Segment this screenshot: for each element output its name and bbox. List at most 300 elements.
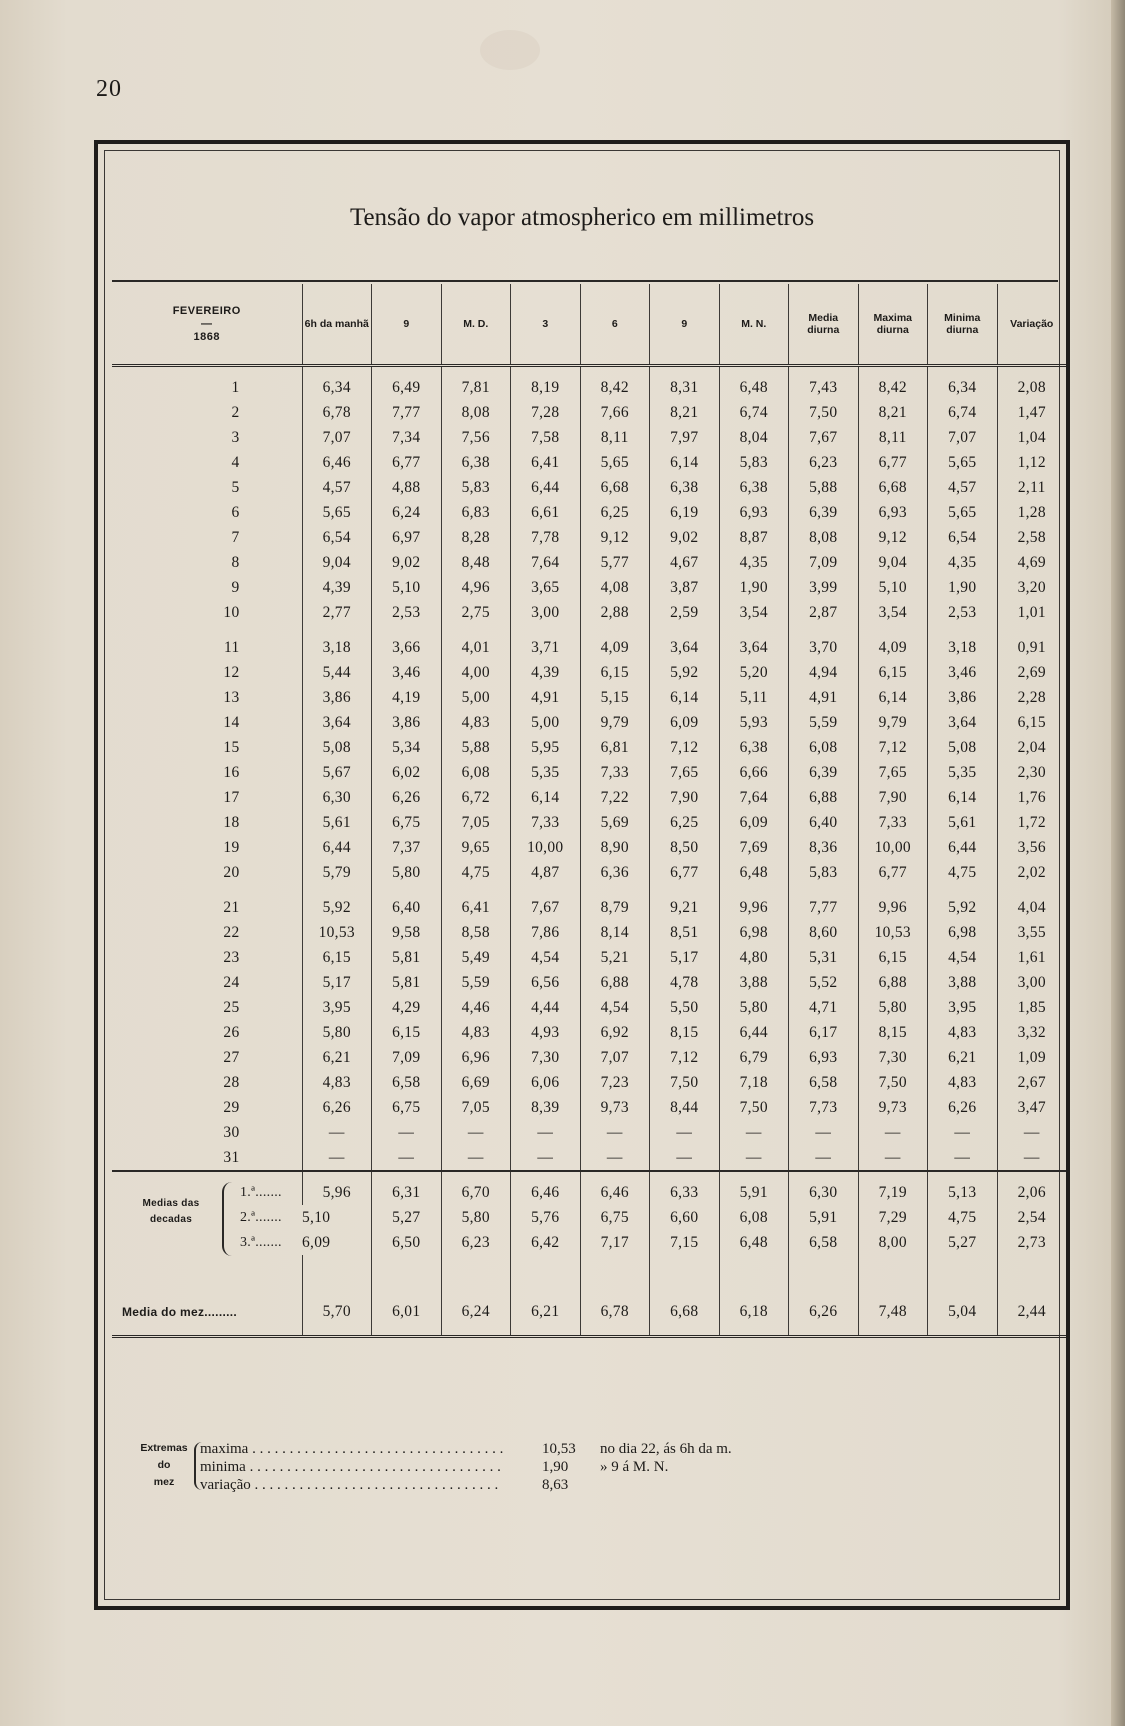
value-cell: 4,83 — [928, 1020, 998, 1045]
table-row — [112, 1045, 1066, 1070]
value-cell: 3,32 — [997, 1020, 1066, 1045]
value-cell: 4,29 — [372, 995, 442, 1020]
value-cell: 5,20 — [719, 660, 789, 685]
spacer-cell — [858, 1255, 928, 1295]
value-cell: 3,70 — [789, 635, 859, 660]
value-cell: 1,76 — [997, 785, 1066, 810]
value-cell: 5,10 — [302, 1208, 331, 1226]
value-cell: 5,61 — [302, 810, 372, 835]
spacer-cell — [441, 1255, 511, 1295]
spacer-cell — [789, 625, 859, 635]
value-cell: 4,00 — [441, 660, 511, 685]
value-cell: 6,49 — [372, 366, 442, 401]
value-cell: 1,61 — [997, 945, 1066, 970]
value-cell: 4,04 — [997, 895, 1066, 920]
value-cell: 6,26 — [789, 1295, 859, 1329]
value-cell: 6,74 — [928, 400, 998, 425]
value-cell: 5,83 — [441, 475, 511, 500]
value-cell: — — [997, 1120, 1066, 1145]
value-cell: 7,34 — [372, 425, 442, 450]
value-cell: 5,83 — [719, 450, 789, 475]
value-cell: 6,66 — [719, 760, 789, 785]
value-cell: 4,96 — [441, 575, 511, 600]
value-cell: 7,05 — [441, 1095, 511, 1120]
value-cell: 4,19 — [372, 685, 442, 710]
value-cell: 4,93 — [511, 1020, 581, 1045]
value-cell: 9,02 — [650, 525, 720, 550]
value-cell: 2,28 — [997, 685, 1066, 710]
spacer-cell — [928, 1255, 998, 1295]
value-cell: 3,66 — [372, 635, 442, 660]
value-cell: 6,44 — [928, 835, 998, 860]
value-cell: 7,81 — [441, 366, 511, 401]
value-cell: 7,73 — [789, 1095, 859, 1120]
value-cell: 6,06 — [511, 1070, 581, 1095]
value-cell: 8,58 — [441, 920, 511, 945]
value-cell: 7,50 — [650, 1070, 720, 1095]
decade-label-cell — [112, 1180, 302, 1255]
spacer-cell — [719, 1171, 789, 1180]
value-cell: 5,35 — [928, 760, 998, 785]
value-cell: 7,12 — [858, 735, 928, 760]
extreme-value: 8,63 — [542, 1477, 569, 1493]
value-cell: 3,87 — [650, 575, 720, 600]
value-cell: 3,54 — [719, 600, 789, 625]
value-cell: 4,01 — [441, 635, 511, 660]
month-mean-row — [112, 1295, 1066, 1329]
value-cell: 6,70 — [441, 1180, 511, 1205]
value-cell: 6,15 — [372, 1020, 442, 1045]
value-cell: 8,21 — [650, 400, 720, 425]
table-row — [112, 995, 1066, 1020]
value-cell: 8,15 — [650, 1020, 720, 1045]
decade-labels — [240, 1180, 282, 1255]
spacer-cell — [997, 625, 1066, 635]
spacer-cell — [372, 1255, 442, 1295]
table-row — [112, 945, 1066, 970]
value-cell: 6,38 — [719, 475, 789, 500]
value-cell: 9,12 — [858, 525, 928, 550]
value-cell: 5,92 — [928, 895, 998, 920]
table-row — [112, 400, 1066, 425]
table-row — [112, 425, 1066, 450]
value-cell: 8,08 — [789, 525, 859, 550]
value-cell: 4,75 — [928, 860, 998, 885]
value-cell: 6,92 — [580, 1020, 650, 1045]
value-cell: 7,33 — [511, 810, 581, 835]
value-cell: 2,11 — [997, 475, 1066, 500]
value-cell: 6,88 — [580, 970, 650, 995]
value-cell: 4,80 — [719, 945, 789, 970]
value-cell: 5,69 — [580, 810, 650, 835]
value-cell: 3,46 — [928, 660, 998, 685]
value-cell: 7,64 — [719, 785, 789, 810]
value-cell: 4,54 — [511, 945, 581, 970]
day-number: 23 — [223, 948, 240, 966]
value-cell: 6,93 — [789, 1045, 859, 1070]
header-col-md: M. D. — [441, 284, 511, 366]
value-cell: 5,52 — [789, 970, 859, 995]
spacer-cell — [997, 1329, 1066, 1337]
value-cell: 6,44 — [511, 475, 581, 500]
value-cell: 8,60 — [789, 920, 859, 945]
table-bottom-rule — [112, 1329, 1066, 1337]
value-cell: 3,54 — [858, 600, 928, 625]
header-col-variacao: Variação — [997, 284, 1066, 366]
value-cell: 5,10 — [858, 575, 928, 600]
value-cell: — — [372, 1120, 442, 1145]
value-cell: 5,92 — [650, 660, 720, 685]
value-cell: 7,19 — [858, 1180, 928, 1205]
value-cell: 7,90 — [650, 785, 720, 810]
header-col-9am: 9 — [372, 284, 442, 366]
spacer-cell — [789, 1255, 859, 1295]
value-cell: 7,09 — [372, 1045, 442, 1070]
spacer-cell — [511, 1171, 581, 1180]
spacer-cell — [441, 885, 511, 895]
value-cell: 6,30 — [302, 785, 372, 810]
value-cell: 6,01 — [372, 1295, 442, 1329]
spacer-cell — [511, 1329, 581, 1337]
value-cell: 6,26 — [302, 1095, 372, 1120]
day-number: 20 — [223, 863, 240, 881]
header-col-maxima: Maxima diurna — [858, 284, 928, 366]
value-cell: 10,00 — [858, 835, 928, 860]
value-cell: 6,08 — [789, 735, 859, 760]
day-number: 26 — [223, 1023, 240, 1041]
month-mean-gap — [112, 1255, 1066, 1295]
value-cell: — — [580, 1145, 650, 1171]
value-cell: 9,21 — [650, 895, 720, 920]
value-cell: 6,46 — [511, 1180, 581, 1205]
value-cell: — — [789, 1145, 859, 1171]
value-cell: 6,77 — [372, 450, 442, 475]
value-cell: 6,15 — [858, 660, 928, 685]
value-cell: 3,20 — [997, 575, 1066, 600]
value-cell: 7,30 — [511, 1045, 581, 1070]
value-cell: 7,67 — [789, 425, 859, 450]
decades-brace — [222, 1182, 238, 1256]
extreme-maxima — [200, 1440, 732, 1458]
value-cell: 6,14 — [650, 685, 720, 710]
decades-title — [126, 1196, 216, 1228]
spacer-cell — [372, 1329, 442, 1337]
value-cell: 6,93 — [858, 500, 928, 525]
value-cell: 5,08 — [302, 735, 372, 760]
day-number: 10 — [223, 603, 240, 621]
day-number: 16 — [223, 763, 240, 781]
value-cell: 4,09 — [580, 635, 650, 660]
value-cell: 6,31 — [372, 1180, 442, 1205]
value-cell: 3,88 — [719, 970, 789, 995]
day-number: 30 — [223, 1123, 240, 1141]
value-cell: 6,68 — [580, 475, 650, 500]
value-cell: 5,81 — [372, 970, 442, 995]
day-number: 29 — [223, 1098, 240, 1116]
value-cell: 7,50 — [858, 1070, 928, 1095]
value-cell: 3,86 — [928, 685, 998, 710]
value-cell: 8,48 — [441, 550, 511, 575]
value-cell: 2,73 — [997, 1230, 1066, 1255]
month-mean-label: Media do mez......... — [122, 1305, 237, 1319]
value-cell: 6,30 — [789, 1180, 859, 1205]
value-cell: 3,86 — [372, 710, 442, 735]
value-cell: 5,17 — [650, 945, 720, 970]
value-cell: 7,28 — [511, 400, 581, 425]
table-row — [112, 1020, 1066, 1045]
value-cell: — — [928, 1120, 998, 1145]
daily-rows — [112, 366, 1066, 1337]
value-cell: 2,54 — [997, 1205, 1066, 1230]
value-cell: 3,46 — [372, 660, 442, 685]
header-month-dash: — — [201, 317, 213, 330]
value-cell: 6,41 — [511, 450, 581, 475]
day-number: 24 — [223, 973, 240, 991]
extreme-value: 1,90 — [542, 1459, 569, 1475]
table-row — [112, 660, 1066, 685]
value-cell: 6,02 — [372, 760, 442, 785]
spacer-cell — [928, 625, 998, 635]
table-row — [112, 475, 1066, 500]
value-cell: 7,33 — [580, 760, 650, 785]
value-cell: 7,58 — [511, 425, 581, 450]
value-cell: 9,73 — [858, 1095, 928, 1120]
value-cell: 5,76 — [511, 1205, 581, 1230]
value-cell: 5,61 — [928, 810, 998, 835]
value-cell: 8,44 — [650, 1095, 720, 1120]
value-cell: 7,05 — [441, 810, 511, 835]
table-row — [112, 575, 1066, 600]
value-cell: 4,46 — [441, 995, 511, 1020]
value-cell: 6,21 — [928, 1045, 998, 1070]
header-month-name: FEVEREIRO — [172, 304, 241, 317]
spacer-cell — [650, 1255, 720, 1295]
value-cell: 6,19 — [650, 500, 720, 525]
table-row — [112, 1095, 1066, 1120]
value-cell: 7,17 — [580, 1230, 650, 1255]
spacer-cell — [928, 1329, 998, 1337]
summary-separator — [112, 1171, 1066, 1180]
value-cell: 7,64 — [511, 550, 581, 575]
value-cell: 6,09 — [719, 810, 789, 835]
value-cell: 7,07 — [302, 425, 372, 450]
value-cell: — — [650, 1120, 720, 1145]
value-cell: 6,08 — [719, 1205, 789, 1230]
value-cell: 6,58 — [372, 1070, 442, 1095]
value-cell: 4,44 — [511, 995, 581, 1020]
value-cell: 6,39 — [789, 500, 859, 525]
value-cell: 6,88 — [789, 785, 859, 810]
day-number: 18 — [223, 813, 240, 831]
value-cell: 6,25 — [650, 810, 720, 835]
value-cell: 9,65 — [441, 835, 511, 860]
spacer-cell — [719, 1329, 789, 1337]
value-cell: 8,21 — [858, 400, 928, 425]
value-cell: 5,11 — [719, 685, 789, 710]
spacer-cell — [511, 885, 581, 895]
value-cell: 6,75 — [372, 810, 442, 835]
value-cell: 6,15 — [580, 660, 650, 685]
extreme-note: no dia 22, ás 6h da m. — [600, 1441, 732, 1457]
value-cell: 6,14 — [650, 450, 720, 475]
day-number: 8 — [231, 553, 240, 571]
value-cell: 6,08 — [441, 760, 511, 785]
value-cell: 3,99 — [789, 575, 859, 600]
header-col-9pm: 9 — [650, 284, 720, 366]
value-cell: 3,64 — [928, 710, 998, 735]
value-cell: 5,93 — [719, 710, 789, 735]
value-cell: 4,35 — [719, 550, 789, 575]
day-number: 3 — [231, 428, 240, 446]
value-cell: 3,00 — [511, 600, 581, 625]
spacer-cell — [511, 625, 581, 635]
value-cell: 5,77 — [580, 550, 650, 575]
spacer-cell — [441, 1329, 511, 1337]
table-row — [112, 550, 1066, 575]
value-cell: 9,12 — [580, 525, 650, 550]
value-cell: 5,31 — [789, 945, 859, 970]
vapor-tension-table — [112, 284, 1066, 1338]
value-cell: 1,01 — [997, 600, 1066, 625]
value-cell: 1,85 — [997, 995, 1066, 1020]
value-cell: 4,69 — [997, 550, 1066, 575]
spacer-cell — [650, 1329, 720, 1337]
value-cell: 6,44 — [719, 1020, 789, 1045]
value-cell: — — [441, 1120, 511, 1145]
value-cell: 3,86 — [302, 685, 372, 710]
day-number: 2 — [231, 403, 240, 421]
extreme-value: 10,53 — [542, 1441, 576, 1457]
value-cell: 6,48 — [719, 860, 789, 885]
value-cell: 5,88 — [789, 475, 859, 500]
value-cell: 6,26 — [372, 785, 442, 810]
value-cell: 6,54 — [302, 525, 372, 550]
value-cell: 2,75 — [441, 600, 511, 625]
day-number: 22 — [223, 923, 240, 941]
spacer-cell — [580, 1255, 650, 1295]
spacer-cell — [112, 625, 302, 635]
value-cell: 5,59 — [789, 710, 859, 735]
value-cell: 6,34 — [302, 366, 372, 401]
value-cell: 5,80 — [441, 1205, 511, 1230]
value-cell: — — [858, 1120, 928, 1145]
value-cell: 6,17 — [789, 1020, 859, 1045]
table-row — [112, 1145, 1066, 1171]
value-cell: 6,54 — [928, 525, 998, 550]
spacer-cell — [650, 625, 720, 635]
value-cell: 6,72 — [441, 785, 511, 810]
value-cell: — — [511, 1120, 581, 1145]
table-row — [112, 735, 1066, 760]
value-cell: 7,50 — [789, 400, 859, 425]
value-cell: 4,54 — [928, 945, 998, 970]
value-cell: 2,04 — [997, 735, 1066, 760]
value-cell: 6,14 — [928, 785, 998, 810]
value-cell: 8,31 — [650, 366, 720, 401]
value-cell: 7,65 — [858, 760, 928, 785]
value-cell: 1,90 — [719, 575, 789, 600]
value-cell: 4,88 — [372, 475, 442, 500]
value-cell: 6,74 — [719, 400, 789, 425]
value-cell: — — [858, 1145, 928, 1171]
value-cell: 6,25 — [580, 500, 650, 525]
spacer-cell — [997, 1171, 1066, 1180]
value-cell: 8,08 — [441, 400, 511, 425]
value-cell: 3,18 — [302, 635, 372, 660]
value-cell: 5,50 — [650, 995, 720, 1020]
value-cell: — — [789, 1120, 859, 1145]
value-cell: 5,34 — [372, 735, 442, 760]
decades-title-line: decadas — [149, 1214, 193, 1225]
value-cell: 7,77 — [789, 895, 859, 920]
table-title: Tensão do vapor atmospherico em millimetros — [349, 204, 815, 231]
value-cell: 5,67 — [302, 760, 372, 785]
table-row — [112, 635, 1066, 660]
day-number: 11 — [223, 638, 240, 656]
table-row — [112, 525, 1066, 550]
value-cell: — — [580, 1120, 650, 1145]
value-cell: 7,15 — [650, 1230, 720, 1255]
value-cell: 9,58 — [372, 920, 442, 945]
value-cell: 4,54 — [580, 995, 650, 1020]
table-row — [112, 970, 1066, 995]
paper-stain — [480, 30, 540, 70]
value-cell: 5,27 — [372, 1205, 442, 1230]
value-cell: 7,65 — [650, 760, 720, 785]
value-cell: 6,23 — [789, 450, 859, 475]
value-cell: 6,61 — [511, 500, 581, 525]
value-cell: 6,15 — [858, 945, 928, 970]
value-cell: — — [302, 1145, 372, 1171]
spacer-cell — [441, 1171, 511, 1180]
value-cell: 2,08 — [997, 366, 1066, 401]
day-number: 1 — [231, 378, 240, 396]
value-cell: 5,83 — [789, 860, 859, 885]
spacer-cell — [372, 885, 442, 895]
value-cell: 5,91 — [719, 1180, 789, 1205]
spacer-cell — [580, 1329, 650, 1337]
value-cell: — — [511, 1145, 581, 1171]
spacer-cell — [372, 1171, 442, 1180]
value-cell: 6,77 — [650, 860, 720, 885]
value-cell: 5,00 — [511, 710, 581, 735]
day-number: 9 — [231, 578, 240, 596]
value-cell: 7,07 — [580, 1045, 650, 1070]
value-cell: 5,65 — [928, 450, 998, 475]
value-cell: 6,97 — [372, 525, 442, 550]
table-row — [112, 366, 1066, 401]
value-cell: 8,87 — [719, 525, 789, 550]
value-cell: 8,79 — [580, 895, 650, 920]
header-col-mn: M. N. — [719, 284, 789, 366]
spacer-cell — [372, 625, 442, 635]
spacer-cell — [302, 1329, 372, 1337]
value-cell: 5,44 — [302, 660, 372, 685]
day-number: 4 — [231, 453, 240, 471]
value-cell: 5,80 — [372, 860, 442, 885]
day-number: 5 — [231, 478, 240, 496]
value-cell: 7,50 — [719, 1095, 789, 1120]
spacer-cell — [580, 625, 650, 635]
value-cell: 6,69 — [441, 1070, 511, 1095]
extreme-label: minima . . . . . . . . . . . . . . . . . . . . . . . . . . . . . . . . . . — [200, 1459, 501, 1475]
value-cell: 2,67 — [997, 1070, 1066, 1095]
table-row — [112, 710, 1066, 735]
value-cell: 8,28 — [441, 525, 511, 550]
value-cell: 3,64 — [719, 635, 789, 660]
value-cell: 4,57 — [928, 475, 998, 500]
value-cell: 8,50 — [650, 835, 720, 860]
